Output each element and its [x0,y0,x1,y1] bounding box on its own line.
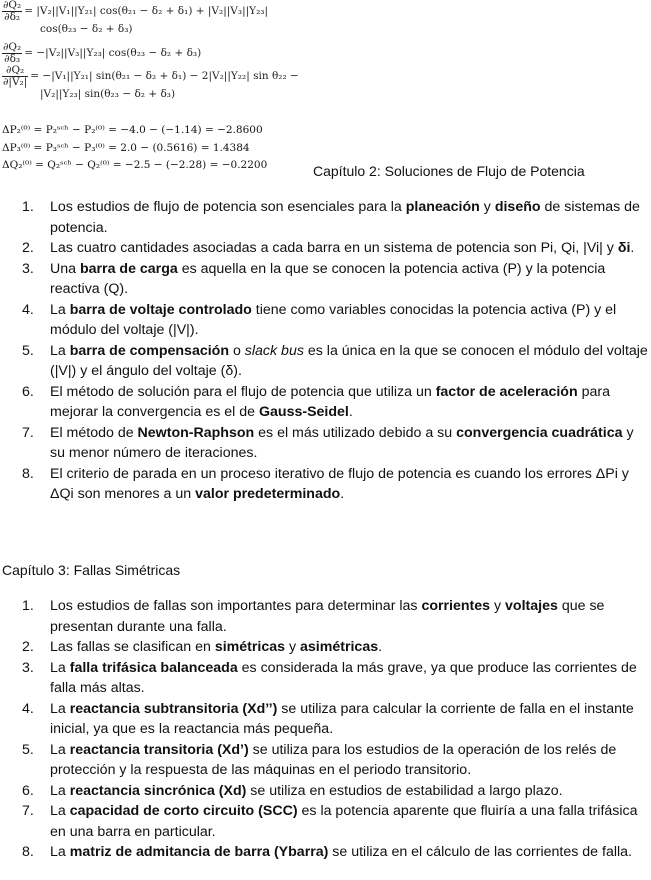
text-run: se utiliza en estudios de estabilidad a largo plazo. [246,782,563,799]
bold-term: voltajes [505,598,558,614]
text-run: . [378,639,383,655]
list-item [22,382,651,423]
text-run: La [50,741,70,758]
formula-continuation: |V₂||Y₂₃| sin(θ₂₃ − δ₂ + δ₃) [40,88,176,100]
list-item [22,699,651,740]
denominator: ∂|V₂| [3,76,28,88]
list-text [50,238,651,259]
formula-text: = −|V₂||V₃||Y₂₃| cos(θ₂₃ − δ₂ + δ₃) [24,47,202,59]
text-run: es la potencia aparente que fluiría a una falla trifásica en una barra en particular. [50,803,638,840]
list-number: 8. [22,844,34,860]
bold-term: falla trifásica balanceada [69,659,238,676]
list-number: 4. [22,700,34,717]
mismatch-dp3: ΔP₃⁽⁰⁾ = P₃ˢᶜʰ − P₃⁽⁰⁾ = 2.0 − (0.5616) = 1.4384 [2,141,250,154]
list-text [50,464,651,505]
text-run: El método de solución para el flujo de potencia que utiliza un [50,383,436,400]
list-item [22,740,651,781]
denominator: ∂δ₃ [4,53,21,65]
list-number: 7. [22,424,34,441]
list-text [50,382,651,423]
chapter-3-list [22,596,651,863]
list-text [50,637,651,658]
text-run: que se presentan durante una falla. [50,598,605,635]
text-run: se utiliza para calcular la corriente de falla en el instante inicial, ya que es la reactancia más pequeña. [50,700,634,737]
formula-text: = |V₂||V₁||Y₂₁| cos(θ₂₁ − δ₂ + δ₁) + |V₂||V₃||Y₂₃| [24,5,269,17]
list-number: 5. [22,741,34,758]
bold-term: corrientes [421,598,491,614]
list-number: 2. [22,639,34,655]
list-item [22,423,651,464]
text-run: y su menor número de iteraciones. [50,424,634,461]
bold-term: Gauss-Seidel [258,404,349,420]
list-item [22,596,651,637]
text-run: Los estudios de fallas son importantes para determinar las [50,598,422,614]
bold-term: matriz de admitancia de barra (Ybarra) [69,844,329,860]
list-number: 7. [22,803,34,819]
bold-term: reactancia transitoria (Xd’) [69,741,249,758]
list-text [50,341,651,382]
text-run: es el más utilizado debido a su [254,424,457,441]
chapter-2-title: Capítulo 2: Soluciones de Flujo de Potencia [313,163,585,179]
numerator: ∂Q₂ [3,41,22,53]
text-run: El método de [50,424,138,441]
list-item [22,658,651,699]
list-text [50,801,651,842]
text-run: es aquella en la que se conocen la potencia activa (P) y la potencia reactiva (Q). [50,260,606,297]
text-run: La [50,659,70,676]
text-run: . [630,240,635,256]
text-run: Las fallas se clasifican en [50,639,215,655]
list-item [22,341,651,382]
text-run: y [479,199,495,215]
text-run: tiene como variables conocidas la potencia activa (P) y el módulo del voltaje (|V|). [50,301,617,338]
list-text [50,197,651,238]
list-text [50,596,651,637]
list-item [22,464,651,505]
list-number: 3. [22,659,34,676]
text-run: para mejorar la convergencia es el de [50,383,610,420]
formula-dq2-dv2 [2,65,302,88]
fraction [2,65,28,88]
list-item [22,637,651,658]
fraction [2,42,22,65]
text-run: de sistemas de potencia. [50,199,640,236]
list-item [22,842,651,863]
list-text [50,658,651,699]
bold-term: factor de aceleración [435,383,578,400]
italic-term: slack bus [244,342,304,359]
chapter-3-title: Capítulo 3: Fallas Simétricas [2,562,181,578]
bold-term: δi [617,240,631,256]
text-run: La [50,342,70,359]
list-text [50,740,651,781]
list-item [22,781,651,802]
text-run: La [50,844,70,860]
bold-term: barra de voltaje controlado [69,301,252,318]
chapter-2-list [22,197,651,505]
list-text [50,842,651,863]
text-run: El criterio de parada en un proceso iterativo de flujo de potencia es cuando los errores ΔPi y ΔQi son menores a un [50,465,629,502]
text-run: La [50,803,70,819]
list-number: 4. [22,301,34,318]
list-number: 1. [22,598,34,614]
formula-text: = −|V₁||Y₂₁| sin(θ₂₁ − δ₂ + δ₁) − 2|V₂||Y₂₂| sin θ₂₂ − [30,70,299,82]
bold-term: planeación [405,199,480,215]
list-item [22,197,651,238]
bold-term: valor predeterminado [195,486,341,502]
text-run: o [229,342,245,359]
list-number: 8. [22,465,34,482]
list-text [50,259,651,300]
text-run: La [50,700,70,717]
bold-term: diseño [494,199,541,215]
list-number: 5. [22,342,34,359]
numerator: ∂Q₂ [2,65,28,77]
list-text [50,300,651,341]
bold-term: Newton-Raphson [137,424,255,441]
list-item [22,801,651,842]
bold-term: simétricas [214,639,286,655]
text-run: . [340,486,345,502]
list-text [50,781,651,802]
text-run: Una [50,260,80,277]
list-item [22,238,651,259]
list-number: 2. [22,240,34,256]
list-number: 3. [22,260,34,277]
list-number: 1. [22,199,34,215]
list-text [50,423,651,464]
formula-continuation: cos(θ₂₃ − δ₂ + δ₃) [40,23,133,35]
list-number: 6. [22,782,34,799]
bold-term: reactancia sincrónica (Xd) [69,782,247,799]
text-run: La [50,782,70,799]
list-text [50,699,651,740]
text-run: . [348,404,353,420]
numerator: ∂Q₂ [3,0,22,11]
mismatch-dq2: ΔQ₂⁽⁰⁾ = Q₂ˢᶜʰ − Q₂⁽⁰⁾ = −2.5 − (−2.28) = −0.2200 [2,159,268,171]
text-run: se utiliza en el cálculo de las corrientes de falla. [328,844,632,860]
formula-dq2-dd2 [2,0,302,23]
list-item [22,300,651,341]
text-run: Las cuatro cantidades asociadas a cada barra en un sistema de potencia son Pi, Qi, |Vi| y [50,240,618,256]
denominator: ∂δ₂ [4,11,21,23]
mismatch-equations [2,122,267,175]
text-run: es la única en la que se conocen el módulo del voltaje (|V|) y el ángulo del voltaje (δ). [50,342,648,379]
bold-term: barra de compensación [69,342,230,359]
fraction [2,0,22,23]
text-run: y [490,598,506,614]
bold-term: reactancia subtransitoria (Xd’’) [69,700,278,717]
text-run: La [50,301,70,318]
bold-term: asimétricas [300,639,379,655]
bold-term: barra de carga [79,260,178,277]
jacobian-formulas [2,0,302,101]
text-run: es considerada la más grave, ya que produce las corrientes de falla más altas. [50,659,637,696]
text-run: Los estudios de flujo de potencia son esenciales para la [50,199,406,215]
list-number: 6. [22,383,34,400]
text-run: se utiliza para los estudios de la operación de los relés de protección y la respuesta de las máquinas en el periodo transitorio. [50,741,617,778]
mismatch-dp2: ΔP₂⁽⁰⁾ = P₂ˢᶜʰ − P₂⁽⁰⁾ = −4.0 − (−1.14) = −2.8600 [2,124,263,136]
bold-term: capacidad de corto circuito (SCC) [69,803,298,819]
text-run: y [285,639,301,655]
bold-term: convergencia cuadrática [456,424,623,441]
formula-dq2-dd3 [2,42,302,65]
list-item [22,259,651,300]
